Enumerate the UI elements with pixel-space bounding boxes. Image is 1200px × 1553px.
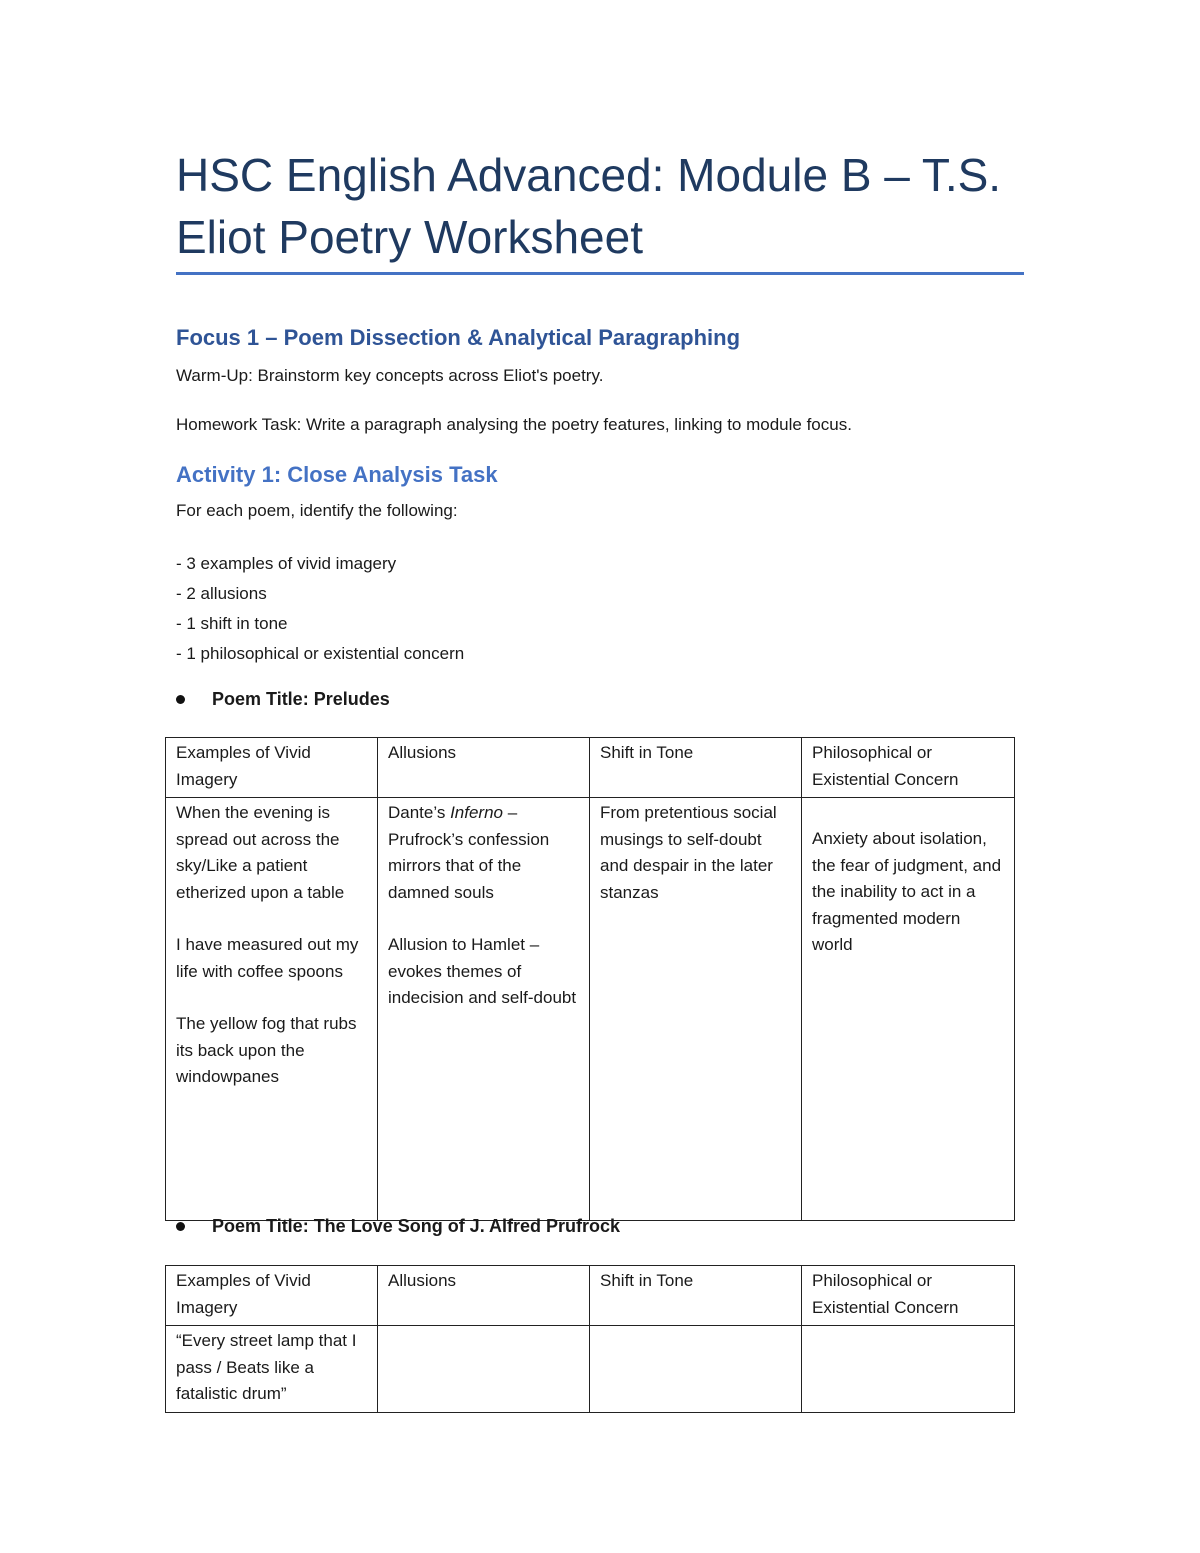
table-row	[166, 798, 1015, 1221]
header-imagery: Examples of Vivid Imagery	[166, 738, 378, 798]
concern-cell	[802, 1326, 1015, 1413]
imagery-example: When the evening is spread out across the sky/Like a patient etherized upon a table	[176, 803, 345, 902]
allusion-hamlet: Allusion to Hamlet – evokes themes of indecision and self-doubt	[388, 935, 577, 1007]
imagery-example: The yellow fog that rubs its back upon the windowpanes	[176, 1014, 357, 1086]
allusion-text: – Prufrock’s confession mirrors that of the damned souls	[388, 803, 550, 902]
table-header-row	[166, 738, 1015, 798]
header-concern: Philosophical or Existential Concern	[802, 1266, 1015, 1326]
analysis-table-preludes	[165, 737, 1015, 1221]
tone-cell: From pretentious social musings to self-doubt and despair in the later stanzas	[590, 798, 802, 1221]
header-imagery: Examples of Vivid Imagery	[166, 1266, 378, 1326]
poem-title-preludes	[176, 689, 390, 710]
allusion-dante	[388, 800, 579, 906]
poem-title-text: Poem Title: Preludes	[212, 689, 390, 709]
homework-text: Homework Task: Write a paragraph analysing the poetry features, linking to module focus.	[176, 415, 852, 434]
table-header-row	[166, 1266, 1015, 1326]
allusion-work-title: Inferno	[450, 803, 503, 822]
header-tone: Shift in Tone	[590, 1266, 802, 1326]
imagery-cell: “Every street lamp that I pass / Beats like a fatalistic drum”	[166, 1326, 378, 1413]
header-concern: Philosophical or Existential Concern	[802, 738, 1015, 798]
list-item: - 1 philosophical or existential concern	[176, 644, 465, 663]
poem-title-prufrock	[176, 1216, 620, 1237]
tone-cell	[590, 1326, 802, 1413]
title-underline	[176, 272, 1024, 275]
instruction-text: For each poem, identify the following:	[176, 501, 458, 520]
table-row	[166, 1326, 1015, 1413]
bullet-icon	[176, 1222, 185, 1231]
imagery-example: I have measured out my life with coffee spoons	[176, 935, 359, 981]
allusions-cell	[378, 798, 590, 1221]
header-allusions: Allusions	[378, 738, 590, 798]
activity-heading: Activity 1: Close Analysis Task	[176, 462, 498, 487]
requirements-list	[176, 549, 464, 669]
concern-cell	[802, 798, 1015, 1221]
list-item: - 2 allusions	[176, 584, 267, 603]
list-item: - 3 examples of vivid imagery	[176, 554, 397, 573]
imagery-cell	[166, 798, 378, 1221]
focus-heading: Focus 1 – Poem Dissection & Analytical Paragraphing	[176, 325, 741, 350]
header-tone: Shift in Tone	[590, 738, 802, 798]
allusions-cell	[378, 1326, 590, 1413]
warm-up-text: Warm-Up: Brainstorm key concepts across Eliot's poetry.	[176, 366, 604, 385]
allusion-text: Dante’s	[388, 803, 451, 822]
poem-title-text: Poem Title: The Love Song of J. Alfred Prufrock	[212, 1216, 621, 1236]
header-allusions: Allusions	[378, 1266, 590, 1326]
analysis-table-prufrock	[165, 1265, 1015, 1413]
page-title: HSC English Advanced: Module B – T.S. Eliot Poetry Worksheet	[176, 149, 1002, 263]
concern-text: Anxiety about isolation, the fear of judgment, and the inability to act in a fragmented modern world	[812, 829, 1002, 954]
list-item: - 1 shift in tone	[176, 614, 288, 633]
bullet-icon	[176, 695, 185, 704]
